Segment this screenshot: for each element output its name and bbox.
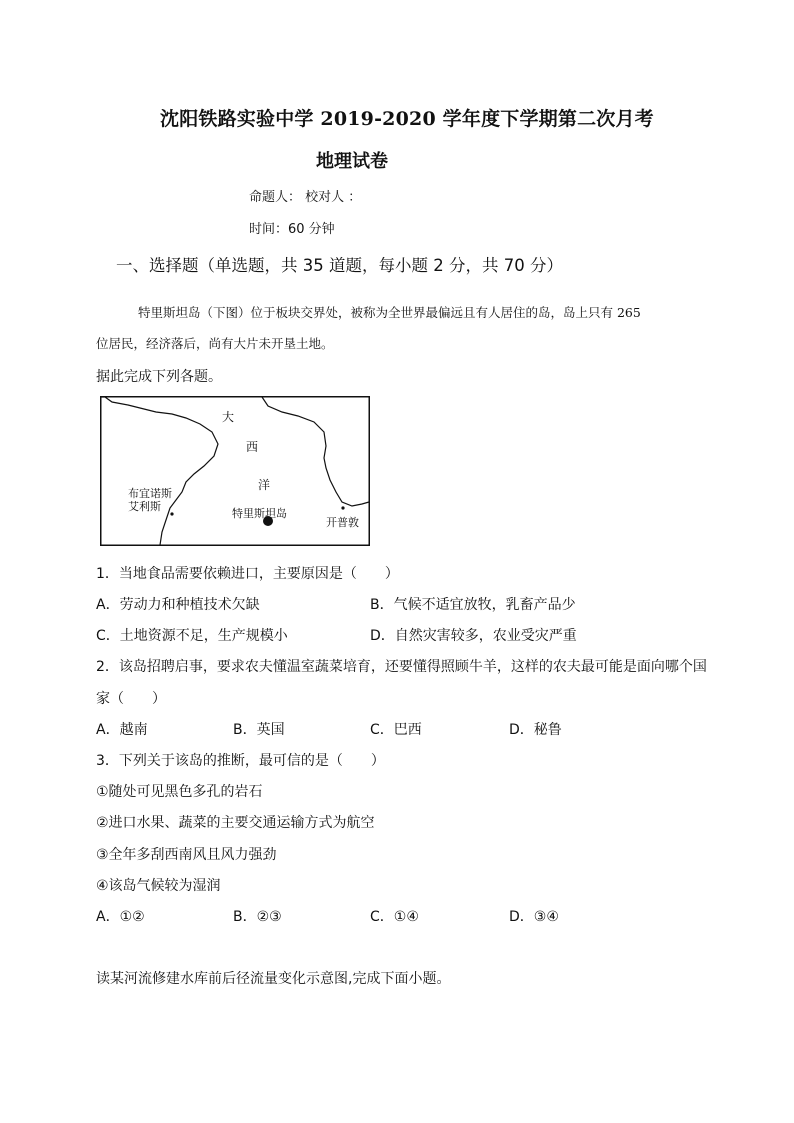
buenos-aires-marker (170, 512, 173, 515)
q3-option-d: D．③④ (509, 909, 559, 925)
q1-option-a: A．劳动力和种植技术欠缺 (96, 597, 260, 613)
q3-statement-3: ③全年多刮西南风且风力强劲 (96, 847, 277, 863)
map-label-buenos-line1: 布宜诺斯 (128, 487, 172, 500)
passage1-instruction: 据此完成下列各题。 (96, 369, 222, 385)
map-label-capetown: 开普敦 (326, 516, 359, 529)
q2-stem-line2: 家（ ） (96, 691, 166, 707)
q3-statement-4: ④该岛气候较为湿润 (96, 878, 221, 894)
passage1-line2: 位居民，经济落后，尚有大片未开垦土地。 (96, 336, 334, 351)
map-label-buenos-line2: 艾利斯 (128, 500, 161, 513)
q1-option-b: B．气候不适宜放牧，乳畜产品少 (370, 597, 576, 613)
q1-option-d: D．自然灾害较多，农业受灾严重 (370, 628, 577, 644)
q2-stem-line1: 2．该岛招聘启事，要求农夫懂温室蔬菜培育，还要懂得照顾牛羊，这样的农夫最可能是面向哪个国 (96, 659, 707, 675)
q3-statement-2: ②进口水果、蔬菜的主要交通运输方式为航空 (96, 815, 375, 831)
map-label-yang: 洋 (258, 478, 271, 492)
passage1-line1: 特里斯坦岛（下图）位于板块交界处，被称为全世界最偏远且有人居住的岛，岛上只有 265 (138, 305, 641, 320)
exam-authors: 命题人： 校对人 ： (249, 190, 362, 205)
q2-option-d: D．秘鲁 (509, 722, 562, 738)
q1-option-c: C．土地资源不足，生产规模小 (96, 628, 288, 644)
q1-stem: 1．当地食品需要依赖进口，主要原因是（ ） (96, 566, 399, 582)
map-label-tristan: 特里斯坦岛 (232, 507, 287, 520)
q3-statement-1: ①随处可见黑色多孔的岩石 (96, 784, 263, 800)
q3-option-c: C．①④ (370, 909, 419, 925)
q3-option-b: B．②③ (233, 909, 282, 925)
section-heading: 一、选择题（单选题，共 35 道题，每小题 2 分，共 70 分） (116, 256, 563, 275)
q2-option-c: C．巴西 (370, 722, 422, 738)
q3-option-a: A．①② (96, 909, 145, 925)
q2-option-a: A．越南 (96, 722, 148, 738)
q3-stem: 3．下列关于该岛的推断，最可信的是（ ） (96, 753, 385, 769)
tristan-map (100, 396, 370, 546)
exam-subject: 地理试卷 (316, 151, 388, 172)
cape-town-marker (341, 506, 344, 509)
map-label-xi: 西 (246, 440, 259, 454)
exam-time: 时间：60 分钟 (249, 222, 335, 237)
exam-title: 沈阳铁路实验中学 2019-2020 学年度下学期第二次月考 (160, 108, 654, 130)
passage2-line1: 读某河流修建水库前后径流量变化示意图,完成下面小题。 (96, 971, 451, 987)
q2-option-b: B．英国 (233, 722, 285, 738)
map-label-da: 大 (222, 410, 235, 424)
